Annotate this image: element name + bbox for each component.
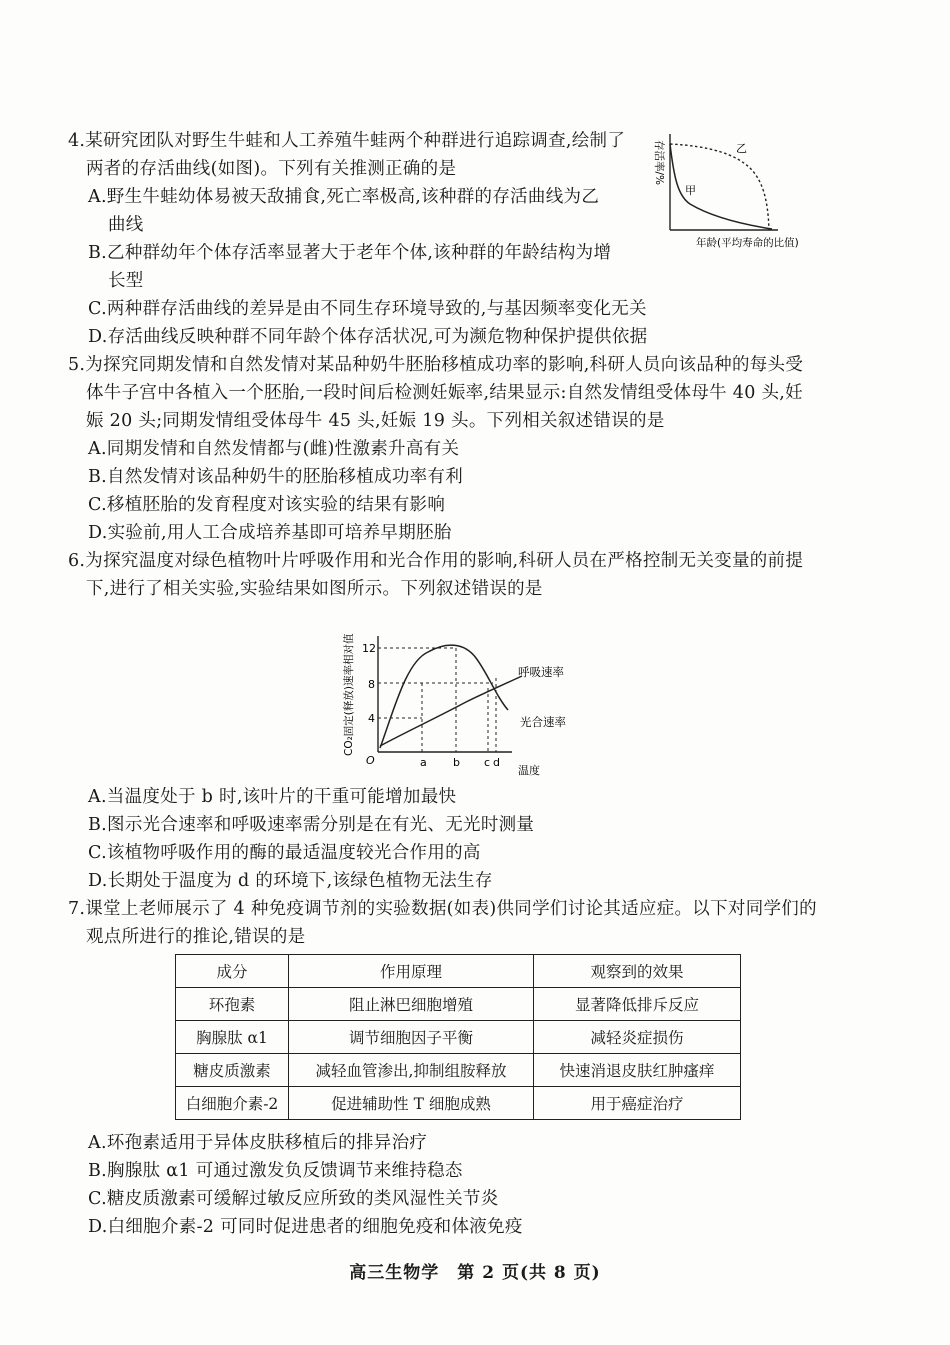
cell-mechanism: 阻止淋巴细胞增殖 [289,988,534,1021]
cell-effect: 显著降低排斥反应 [534,988,741,1021]
table-row [176,1054,741,1087]
q5-stem-line-3: 娠 20 头;同期发情组受体母牛 45 头,妊娠 19 头。下列相关叙述错误的是 [86,411,665,431]
cell-component: 糖皮质激素 [176,1054,289,1087]
q6-option-c: C.该植物呼吸作用的酶的最适温度较光合作用的高 [88,843,481,863]
cell-effect: 快速消退皮肤红肿瘙痒 [534,1054,741,1087]
label-respiration: 呼吸速率 [518,665,564,679]
q5-stem-line-1: 5.为探究同期发情和自然发情对某品种奶牛胚胎移植成功率的影响,科研人员向该品种的每头受 [68,355,804,375]
header-effect: 观察到的效果 [534,955,741,988]
header-mechanism: 作用原理 [289,955,534,988]
q6-stem-line-1: 6.为探究温度对绿色植物叶片呼吸作用和光合作用的影响,科研人员在严格控制无关变量的前提 [68,551,804,571]
cell-mechanism: 调节细胞因子平衡 [289,1021,534,1054]
q4-option-a-cont: 曲线 [108,215,144,235]
y-tick-8: 8 [368,678,375,691]
q5-option-c: C.移植胚胎的发育程度对该实验的结果有影响 [88,495,446,515]
q7-option-a: A.环孢素适用于异体皮肤移植后的排异治疗 [88,1133,428,1153]
q5-option-b: B.自然发情对该品种奶牛的胚胎移植成功率有利 [88,467,464,487]
cell-mechanism: 减轻血管渗出,抑制组胺释放 [289,1054,534,1087]
q4-option-c: C.两种群存活曲线的差异是由不同生存环境导致的,与基因频率变化无关 [88,299,647,319]
survival-curve-chart [640,128,840,254]
table-row [176,1021,741,1054]
q4-option-b-cont: 长型 [108,271,144,291]
y-tick-4: 4 [368,712,375,725]
table-row [176,1087,741,1120]
survival-x-label: 年龄(平均寿命的比值) [696,237,799,249]
q4-option-a: A.野生牛蛙幼体易被天敌捕食,死亡率极高,该种群的存活曲线为乙 [88,187,600,207]
q4-option-d: D.存活曲线反映种群不同年龄个体存活状况,可为濒危物种保护提供依据 [88,327,648,347]
rate-chart [336,606,596,786]
cell-component: 环孢素 [176,988,289,1021]
respiration-curve [380,645,508,748]
q7-stem-line-2: 观点所进行的推论,错误的是 [86,927,306,947]
immune-regulator-table [175,954,741,1120]
x-tick-d: d [493,756,500,769]
header-component: 成分 [176,955,289,988]
label-photosynthesis: 光合速率 [520,715,566,729]
q6-option-d: D.长期处于温度为 d 的环境下,该绿色植物无法生存 [88,871,493,891]
table-header-row [176,955,741,988]
cell-component: 白细胞介素-2 [176,1087,289,1120]
y-tick-12: 12 [362,642,376,655]
q4-stem-line-1: 4.某研究团队对野生牛蛙和人工养殖牛蛙两个种群进行追踪调查,绘制了 [68,131,626,151]
rate-x-label: 温度 [518,764,540,777]
q7-stem-line-1: 7.课堂上老师展示了 4 种免疫调节剂的实验数据(如表)供同学们讨论其适应症。以下对同学们的 [68,899,817,919]
x-tick-b: b [453,756,460,769]
photosynthesis-curve [380,676,522,746]
origin-label: O [366,754,375,767]
q6-stem-line-2: 下,进行了相关实验,实验结果如图所示。下列叙述错误的是 [86,579,543,599]
q4-stem-line-2: 两者的存活曲线(如图)。下列有关推测正确的是 [86,159,457,179]
q6-option-a: A.当温度处于 b 时,该叶片的干重可能增加最快 [88,787,457,807]
cell-effect: 减轻炎症损伤 [534,1021,741,1054]
cell-mechanism: 促进辅助性 T 细胞成熟 [289,1087,534,1120]
q4-option-b: B.乙种群幼年个体存活率显著大于老年个体,该种群的年龄结构为增 [88,243,612,263]
x-tick-a: a [420,756,427,769]
x-tick-c: c [484,756,491,769]
curve-jia-label: 甲 [685,184,696,197]
cell-effect: 用于癌症治疗 [534,1087,741,1120]
q6-option-b: B.图示光合速率和呼吸速率需分别是在有光、无光时测量 [88,815,535,835]
page-footer: 高三生物学 第 2 页(共 8 页) [349,1263,601,1283]
q7-option-b: B.胸腺肽 α1 可通过激发负反馈调节来维持稳态 [88,1161,463,1181]
q5-option-a: A.同期发情和自然发情都与(雌)性激素升高有关 [88,439,460,459]
q7-option-d: D.白细胞介素-2 可同时促进患者的细胞免疫和体液免疫 [88,1217,523,1237]
survival-y-label: 存活率/% [653,140,665,186]
q5-option-d: D.实验前,用人工合成培养基即可培养早期胚胎 [88,523,452,543]
table-row [176,988,741,1021]
curve-yi-label: 乙 [736,142,747,155]
q5-stem-line-2: 体牛子宫中各植入一个胚胎,一段时间后检测妊娠率,结果显示:自然发情组受体母牛 40 头,妊 [86,383,803,403]
q7-option-c: C.糖皮质激素可缓解过敏反应所致的类风湿性关节炎 [88,1189,499,1209]
rate-y-label: CO₂固定(释放)速率相对值 [343,633,355,756]
cell-component: 胸腺肽 α1 [176,1021,289,1054]
